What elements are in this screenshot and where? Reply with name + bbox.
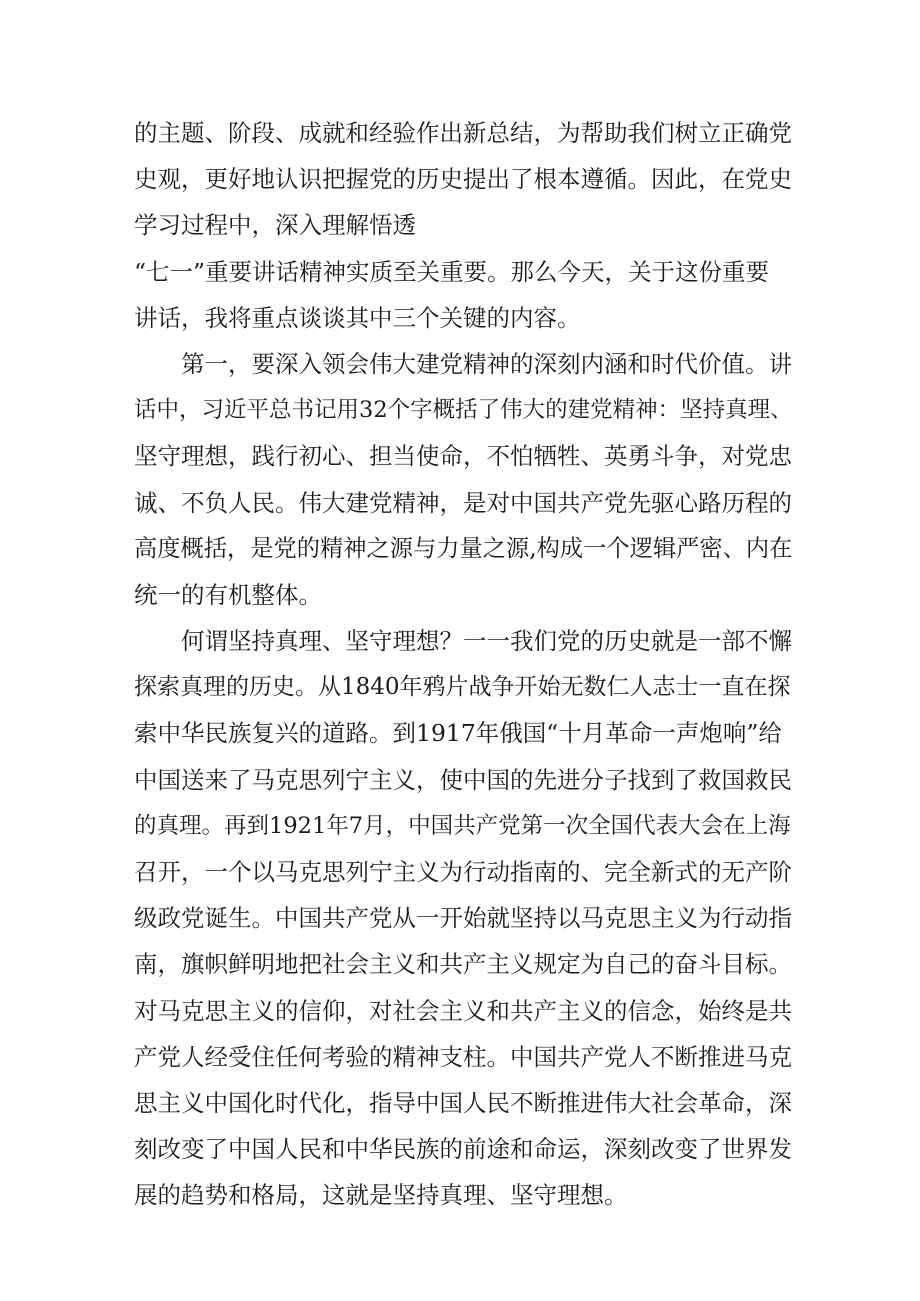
text-line: 统一的有机整体。 <box>134 580 322 609</box>
text-line: 的主题、阶段、成就和经验作出新总结，为帮助我们树立正确党 <box>134 119 792 147</box>
text-line: 级政党诞生。中国共产党从一开始就坚持以马克思主义为行动指 <box>134 904 792 933</box>
text-line: 展的趋势和格局，这就是坚持真理、坚守理想。 <box>134 1181 628 1210</box>
text-line: 召开，一个以马克思列宁主义为行动指南的、完全新式的无产阶 <box>134 858 792 886</box>
text-line: 的真理。再到1921年7月，中国共产党第一次全国代表大会在上海 <box>134 812 791 839</box>
paragraph-first-line: 何谓坚持真理、坚守理想？一一我们党的历史就是一部不懈 <box>181 627 792 656</box>
text-line: 产党人经受住任何考验的精神支柱。中国共产党人不断推进马克 <box>134 1042 792 1071</box>
text-line: 中国送来了马克思列宁主义，使中国的先进分子找到了救国救民 <box>134 765 792 794</box>
text-line: “七一”重要讲话精神实质至关重要。那么今天，关于这份重要 <box>134 257 770 286</box>
text-line: 对马克思主义的信仰，对社会主义和共产主义的信念，始终是共 <box>134 996 792 1025</box>
text-line: 索中华民族复兴的道路。到1917年俄国“十月革命一声炮响”给 <box>134 719 782 748</box>
text-line: 诚、不负人民。伟大建党精神，是对中国共产党先驱心路历程的 <box>134 488 792 517</box>
text-line: 思主义中国化时代化，指导中国人民不断推进伟大社会革命，深 <box>134 1088 792 1117</box>
text-line: 刻改变了中国人民和中华民族的前途和命运，深刻改变了世界发 <box>134 1135 792 1164</box>
text-line: 高度概括，是党的精神之源与力量之源,构成一个逻辑严密、内在 <box>134 534 793 562</box>
text-line: 讲话，我将重点谈谈其中三个关键的内容。 <box>134 303 581 332</box>
text-line: 南，旗帜鲜明地把社会主义和共产主义规定为自己的奋斗目标。 <box>134 950 792 979</box>
text-line: 话中，习近平总书记用32个字概括了伟大的建党精神：坚持真理、 <box>134 397 793 424</box>
document-body-text <box>134 110 796 1219</box>
text-line: 史观，更好地认识把握党的历史提出了根本遵循。因此，在党史 <box>134 165 792 194</box>
text-line: 坚守理想，践行初心、担当使命，不怕牺牲、英勇斗争，对党忠 <box>134 442 792 471</box>
text-line: 学习过程中，深入理解悟透 <box>134 211 416 240</box>
text-line: 探索真理的历史。从1840年鸦片战争开始无数仁人志士一直在探 <box>134 674 791 701</box>
paragraph-first-line: 第一，要深入领会伟大建党精神的深刻内涵和时代价值。讲 <box>181 349 792 378</box>
